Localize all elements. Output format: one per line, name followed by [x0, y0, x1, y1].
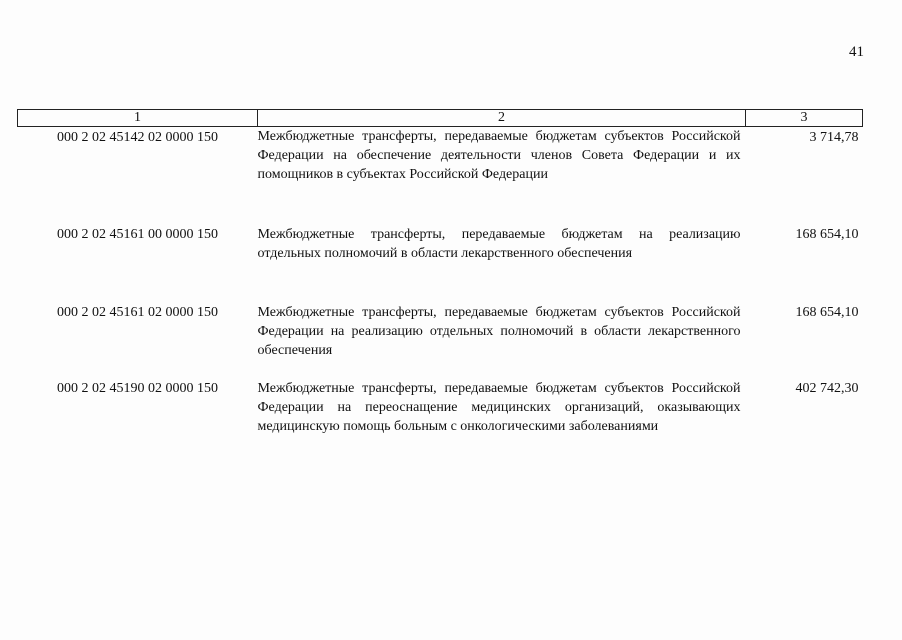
table-row: [18, 379, 863, 459]
table-row: [18, 127, 863, 226]
description: Межбюджетные трансферты, передаваемые бюджетам субъектов Российской Федерации на реализацию отдельных полномочий в области лекарственного обеспечения: [257, 305, 741, 358]
budget-code: 000 2 02 45161 02 0000 150: [57, 305, 218, 320]
description: Межбюджетные трансферты, передаваемые бюджетам субъектов Российской Федерации на обеспечение деятельности членов Совета Федерации и их помощников в субъектах Российской Федерации: [257, 129, 741, 182]
budget-code: 000 2 02 45161 00 0000 150: [57, 227, 218, 242]
table-header-row: [18, 110, 863, 127]
table-row: [18, 303, 863, 379]
amount: 168 654,10: [795, 227, 859, 242]
amount: 168 654,10: [795, 305, 859, 320]
column-header-3: 3: [746, 110, 863, 127]
budget-code: 000 2 02 45142 02 0000 150: [57, 130, 218, 145]
amount: 3 714,78: [809, 130, 859, 145]
budget-table: [17, 109, 863, 459]
budget-code: 000 2 02 45190 02 0000 150: [57, 381, 218, 396]
column-header-2: 2: [258, 110, 746, 127]
table-row: [18, 225, 863, 303]
amount: 402 742,30: [795, 381, 859, 396]
description: Межбюджетные трансферты, передаваемые бюджетам на реализацию отдельных полномочий в области лекарственного обеспечения: [257, 227, 741, 261]
description: Межбюджетные трансферты, передаваемые бюджетам субъектов Российской Федерации на переоснащение медицинских организаций, оказывающих медицинскую помощь больным с онкологическими заболеваниями: [257, 381, 741, 434]
column-header-1: 1: [18, 110, 258, 127]
page-number: 41: [849, 44, 864, 60]
